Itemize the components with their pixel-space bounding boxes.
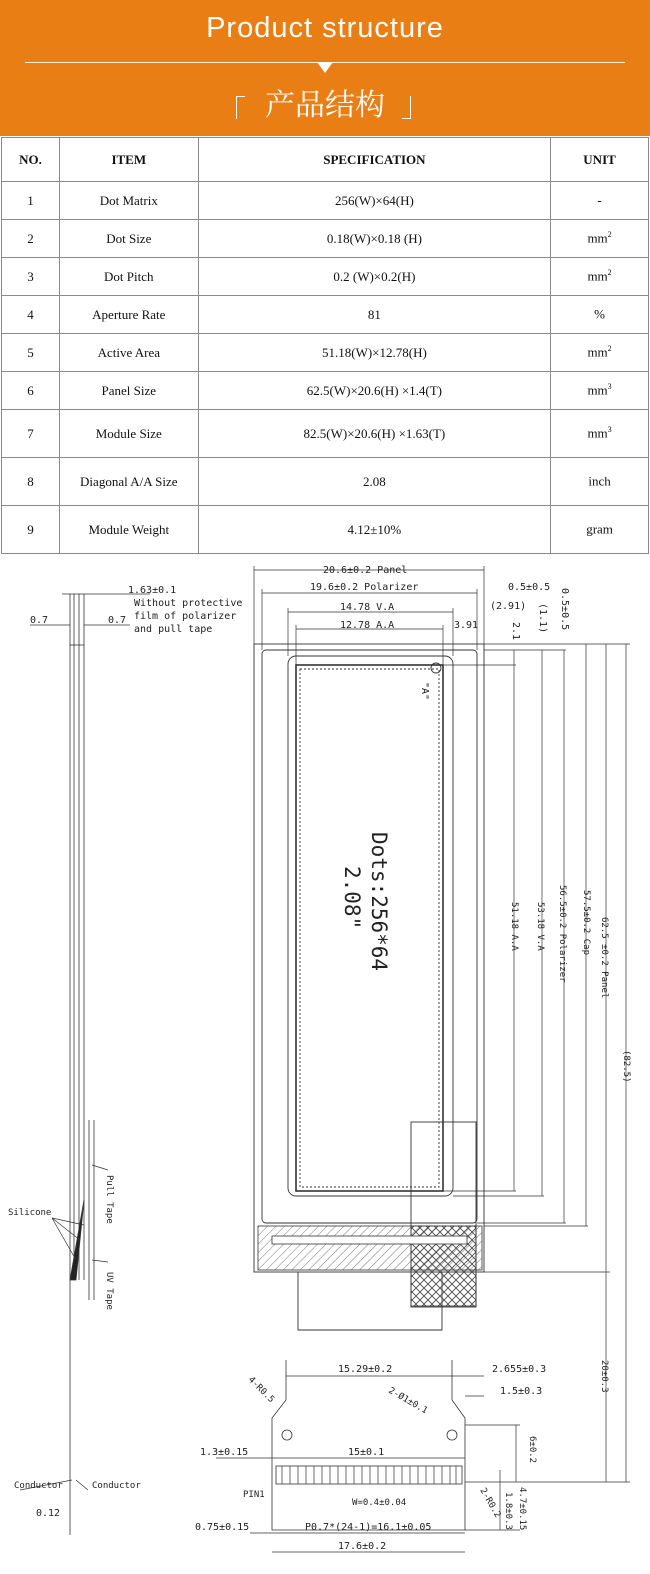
- cell-no: 5: [2, 334, 60, 372]
- dim-aa-length: 51.18 A.A: [509, 902, 519, 951]
- dim-291: (2.91): [490, 601, 527, 612]
- table-row: [2, 258, 649, 296]
- cell-unit: [551, 182, 649, 220]
- dim-15-width: 15±0.1: [348, 1447, 385, 1458]
- dim-18: 1.8±0.3: [503, 1492, 513, 1530]
- dim-2655: 2.655±0.3: [492, 1364, 547, 1375]
- cell-item: Dot Size: [59, 220, 198, 258]
- dim-hole: 2-Ø1±0.1: [386, 1385, 430, 1417]
- label-silicone: Silicone: [8, 1208, 52, 1218]
- dim-07-right: 0.7: [108, 615, 127, 626]
- dim-pitch: P0.7*(24-1)=16.1±0.05: [305, 1522, 432, 1533]
- table-header-row: [2, 138, 649, 182]
- banner-title-chinese: 产品结构: [265, 88, 385, 123]
- cell-unit: [551, 296, 649, 334]
- dim-aa-width: 12.78 A.A: [340, 620, 395, 631]
- dim-012: 0.12: [36, 1508, 61, 1519]
- cell-spec: 82.5(W)×20.6(H) ×1.63(T): [198, 410, 550, 458]
- table-row: [2, 506, 649, 554]
- cell-no: 3: [2, 258, 60, 296]
- unit-text: inch: [588, 473, 611, 489]
- dim-fpc-length: 20±0.3: [599, 1360, 609, 1393]
- cell-item: Aperture Rate: [59, 296, 198, 334]
- fpc-pins: [282, 1466, 456, 1484]
- cell-spec: 0.2 (W)×0.2(H): [198, 258, 550, 296]
- unit-text: -: [597, 192, 602, 208]
- dim-1529: 15.29±0.2: [338, 1364, 393, 1375]
- dim-075: 0.75±0.15: [195, 1522, 250, 1533]
- dim-6: 6±0.2: [527, 1436, 537, 1464]
- header-banner: [0, 0, 650, 136]
- cell-no: 8: [2, 458, 60, 506]
- cell-unit: [551, 458, 649, 506]
- unit-text: gram: [586, 521, 613, 537]
- cell-unit: [551, 506, 649, 554]
- spec-table: [1, 137, 649, 554]
- note-line-2: film of polarizer: [134, 611, 237, 622]
- cell-no: 9: [2, 506, 60, 554]
- dim-47: 4.7±0.15: [517, 1487, 527, 1531]
- dim-va-length: 53.18 V.A: [535, 902, 545, 951]
- table-row: [2, 182, 649, 220]
- cell-no: 7: [2, 410, 60, 458]
- dim-r02: 2-R0.2: [477, 1486, 503, 1520]
- cell-spec: 62.5(W)×20.6(H) ×1.4(T): [198, 372, 550, 410]
- banner-title-english: Product structure: [206, 12, 444, 44]
- dim-05-vertical: 0.5±0.5: [559, 588, 570, 631]
- unit-text: mm: [587, 344, 608, 360]
- header-specification: SPECIFICATION: [198, 138, 550, 182]
- dim-cap-length: 57.5±0.2 Cap: [581, 890, 591, 956]
- cell-no: 4: [2, 296, 60, 334]
- cell-unit: [551, 334, 649, 372]
- dim-07-left: 0.7: [30, 615, 49, 626]
- side-view: [30, 594, 150, 1535]
- dim-391: 3.91: [454, 620, 479, 631]
- header-unit: UNIT: [551, 138, 649, 182]
- cell-unit: [551, 410, 649, 458]
- unit-text: mm: [587, 425, 608, 441]
- dim-pin-width: W=0.4±0.04: [352, 1498, 407, 1508]
- header-item: ITEM: [59, 138, 198, 182]
- mechanical-drawing: [0, 556, 650, 1569]
- label-pull-tape: Pull Tape: [104, 1175, 114, 1224]
- label-pin1: PIN1: [243, 1490, 265, 1500]
- cell-spec: 2.08: [198, 458, 550, 506]
- cell-unit: [551, 258, 649, 296]
- cell-item: Dot Pitch: [59, 258, 198, 296]
- header-no: NO.: [2, 138, 60, 182]
- unit-exponent: 2: [607, 344, 612, 354]
- down-arrow-icon: [317, 62, 333, 73]
- drawing-svg: [0, 556, 650, 1569]
- unit-text: mm: [587, 382, 608, 398]
- dim-panel-length: 62.5 ±0.2 Panel: [599, 917, 609, 999]
- table-row: [2, 220, 649, 258]
- cell-no: 2: [2, 220, 60, 258]
- cell-unit: [551, 220, 649, 258]
- unit-exponent: 2: [607, 268, 612, 278]
- dim-05: 0.5±0.5: [508, 582, 551, 593]
- dim-176: 17.6±0.2: [338, 1541, 387, 1552]
- slot: [272, 1236, 467, 1244]
- dim-module-length: (82.5): [621, 1050, 631, 1083]
- dim-11: (1.1): [537, 603, 548, 634]
- bracket-right-icon: [402, 96, 411, 119]
- unit-text: mm: [587, 268, 608, 284]
- dots-label: Dots:256*64: [367, 832, 391, 972]
- dim-va-width: 14.78 V.A: [340, 602, 395, 613]
- table-row: [2, 334, 649, 372]
- note-line-1: Without protective: [134, 598, 243, 609]
- table-row: [2, 458, 649, 506]
- dim-21: 2.1: [510, 622, 521, 641]
- cell-spec: 81: [198, 296, 550, 334]
- unit-text: mm: [587, 230, 608, 246]
- label-conductor-right: Conductor: [92, 1481, 141, 1491]
- note-line-3: and pull tape: [134, 624, 213, 635]
- cell-item: Diagonal A/A Size: [59, 458, 198, 506]
- table-row: [2, 296, 649, 334]
- dim-polarizer-width: 19.6±0.2 Polarizer: [310, 582, 419, 593]
- cell-item: Panel Size: [59, 372, 198, 410]
- cell-item: Module Weight: [59, 506, 198, 554]
- cell-item: Dot Matrix: [59, 182, 198, 220]
- dim-polarizer-length: 56.5±0.2 Polarizer: [557, 885, 567, 983]
- unit-exponent: 3: [607, 425, 612, 435]
- diagonal-size-label: 2.08": [340, 866, 364, 930]
- cell-spec: 0.18(W)×0.18 (H): [198, 220, 550, 258]
- table-row: [2, 410, 649, 458]
- unit-exponent: 2: [607, 230, 612, 240]
- label-conductor-left: Conductor: [14, 1481, 63, 1491]
- cell-spec: 51.18(W)×12.78(H): [198, 334, 550, 372]
- cell-unit: [551, 372, 649, 410]
- dim-panel-width: 20.6±0.2 Panel: [323, 565, 408, 576]
- cell-no: 1: [2, 182, 60, 220]
- dim-thickness: 1.63±0.1: [128, 585, 177, 596]
- unit-text: %: [594, 306, 605, 322]
- table-row: [2, 372, 649, 410]
- unit-exponent: 3: [607, 382, 612, 392]
- cell-item: Module Size: [59, 410, 198, 458]
- cell-no: 6: [2, 372, 60, 410]
- dim-15: 1.5±0.3: [500, 1386, 543, 1397]
- dim-corner-radius: 4-R0.5: [245, 1375, 276, 1406]
- label-detail-a: "A": [419, 682, 430, 701]
- label-uv-tape: UV Tape: [104, 1272, 114, 1310]
- cell-spec: 256(W)×64(H): [198, 182, 550, 220]
- cell-item: Active Area: [59, 334, 198, 372]
- cell-spec: 4.12±10%: [198, 506, 550, 554]
- dim-13: 1.3±0.15: [200, 1447, 249, 1458]
